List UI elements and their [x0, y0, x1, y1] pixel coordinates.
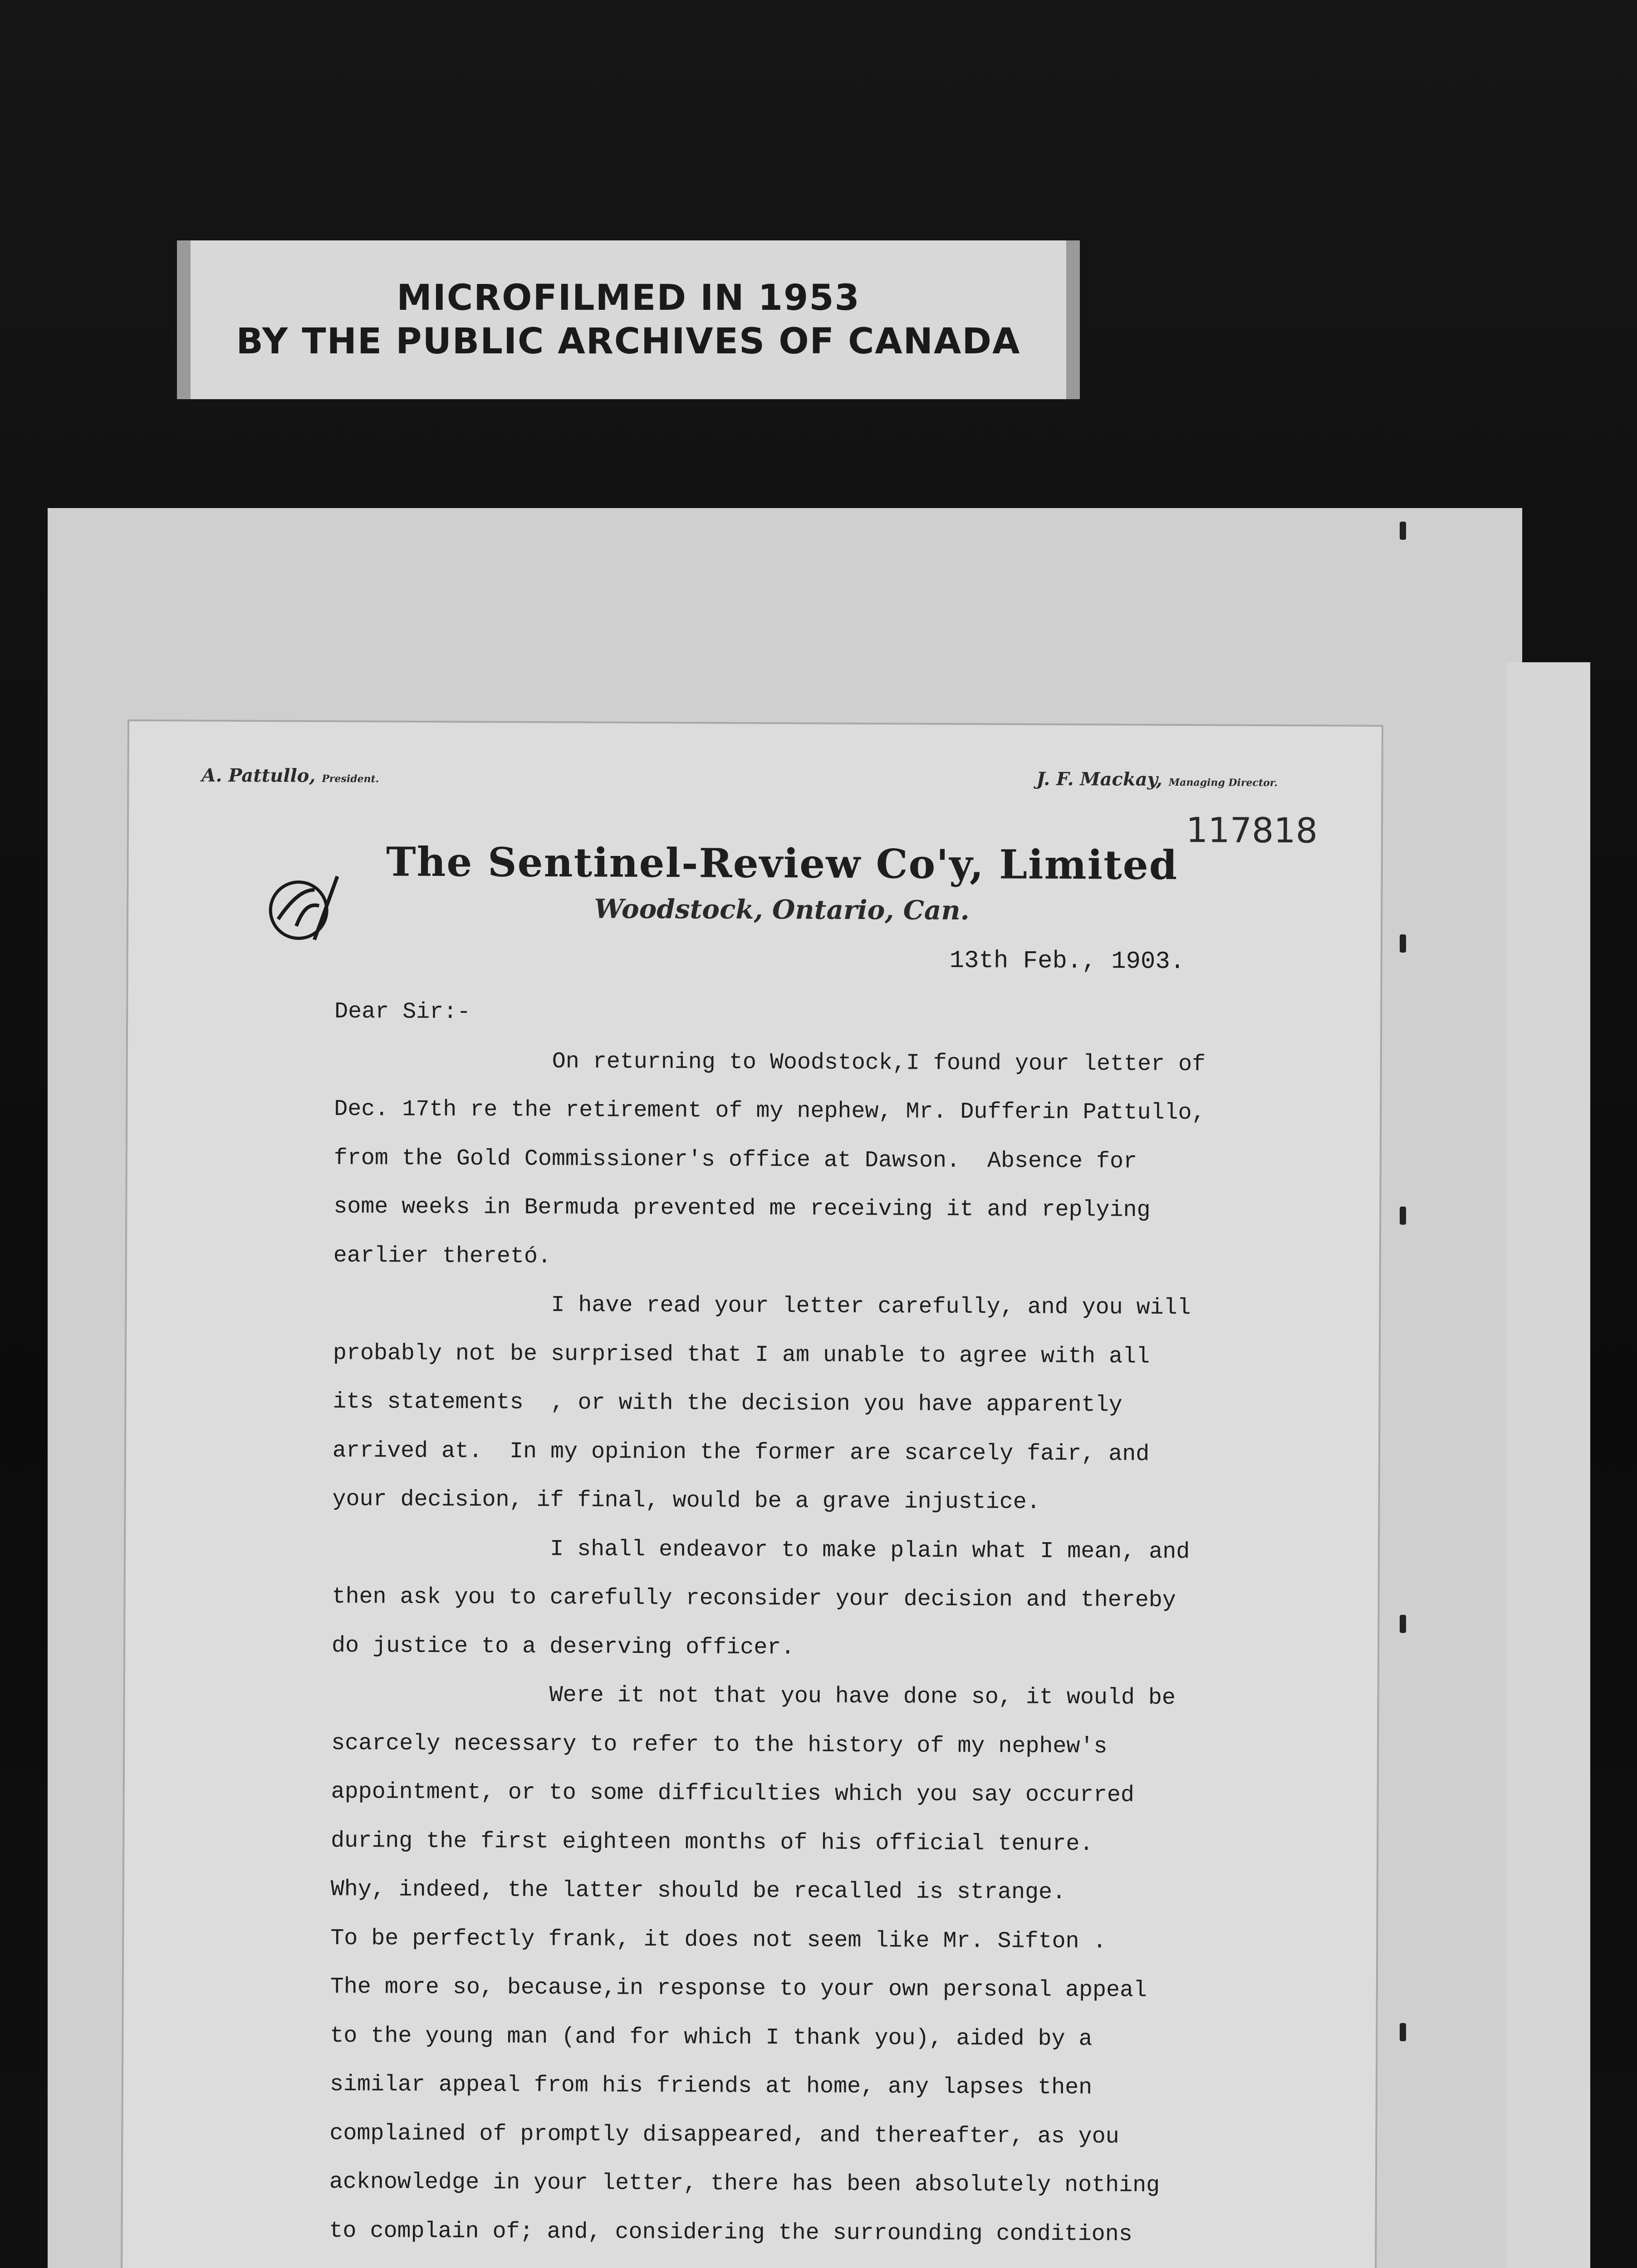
edge-mark — [1400, 1207, 1406, 1225]
director-title: Managing Director. — [1168, 776, 1278, 789]
letter-line: appointment, or to some difficulties which you say occurred — [331, 1779, 1135, 1809]
edge-mark — [1400, 522, 1406, 540]
president-title: President. — [322, 772, 379, 785]
letter-body — [329, 987, 1355, 2260]
microfilm-stamp — [177, 240, 1080, 399]
letter-line: probably not be surprised that I am unable to agree with all — [333, 1340, 1150, 1370]
company-location: Woodstock, Ontario, Can. — [594, 893, 970, 926]
letter-line: some weeks in Bermuda prevented me receiving it and replying — [333, 1193, 1151, 1223]
letter-line: do justice to a deserving officer. — [331, 1633, 795, 1661]
letter-line: your decision, if final, would be a grave injustice. — [332, 1486, 1040, 1515]
edge-mark — [1400, 2023, 1406, 2041]
letter-line: scarcely necessary to refer to the history of my nephew's — [331, 1730, 1108, 1760]
director-label: J. F. Mackay, — [1036, 768, 1162, 790]
letter-line: to the young man (and for which I thank you), aided by a — [330, 2023, 1093, 2052]
letter-line: I have read your letter carefully, and you will — [333, 1291, 1191, 1321]
document-number: 117818 — [1186, 810, 1318, 851]
letter-line: I shall endeavor to make plain what I mean, and — [332, 1535, 1190, 1565]
letter-line: during the first eighteen months of his official tenure. — [331, 1828, 1093, 1857]
director-name — [1036, 768, 1278, 791]
letter-line: to complain of; and, considering the surrounding conditions — [329, 2218, 1132, 2248]
letter-page — [122, 721, 1382, 2268]
letter-line: acknowledge in your letter, there has been absolutely nothing — [329, 2169, 1160, 2199]
letter-line: Were it not that you have done so, it would be — [331, 1681, 1176, 1711]
company-name: The Sentinel-Review Co'y, Limited — [386, 838, 1178, 889]
letter-line: its statements , or with the decision you have apparently — [333, 1388, 1122, 1418]
letter-line: The more so, because,in response to your own personal appeal — [330, 1974, 1147, 2004]
letter-date: 13th Feb., 1903. — [949, 947, 1185, 976]
edge-mark — [1400, 934, 1406, 953]
letter-line: arrived at. In my opinion the former are scarcely fair, and — [332, 1437, 1150, 1467]
letter-line: from the Gold Commissioner's office at Dawson. Absence for — [333, 1145, 1137, 1175]
backing-sheet-tab — [1506, 662, 1590, 2268]
president-name — [201, 765, 379, 787]
president-label: A. Pattullo, — [201, 764, 316, 787]
letter-line: Dec. 17th re the retirement of my nephew, Mr. Dufferin Pattullo, — [334, 1096, 1206, 1126]
letter-line: earlier theretó. — [333, 1242, 552, 1270]
stamp-line-1: MICROFILMED IN 1953 — [397, 278, 860, 318]
stamp-line-2: BY THE PUBLIC ARCHIVES OF CANADA — [236, 321, 1021, 362]
handwritten-initials-mark — [260, 871, 342, 944]
letter-line: then ask you to carefully reconsider your decision and thereby — [332, 1584, 1176, 1614]
edge-mark — [1400, 1615, 1406, 1633]
letter-line: Dear Sir:- — [334, 998, 471, 1026]
letter-line: complained of promptly disappeared, and thereafter, as you — [329, 2120, 1119, 2150]
letter-line: On returning to Woodstock,I found your letter of — [334, 1047, 1206, 1077]
letter-line: similar appeal from his friends at home, any lapses then — [329, 2071, 1093, 2101]
letter-line: Why, indeed, the latter should be recalled is strange. — [330, 1876, 1066, 1906]
letter-line: To be perfectly frank, it does not seem like Mr. Sifton . — [330, 1925, 1107, 1955]
